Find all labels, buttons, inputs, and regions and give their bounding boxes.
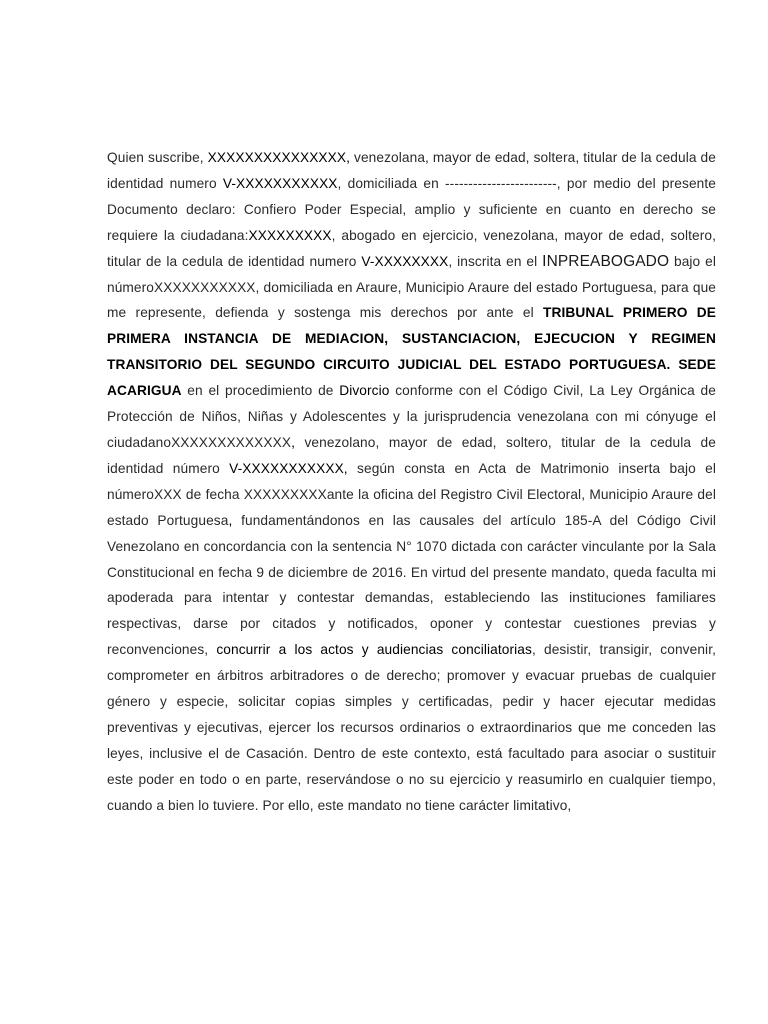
text-run: venezolano, mayor de edad, soltero, titular de la cedula de identidad número bbox=[107, 434, 716, 476]
text-run: bajo el númeroXXXXXXXXXXX, domiciliada en Araure, Municipio Araure del estado Portuguesa, para que me represente, defienda y sostenga mis derechos por ante el bbox=[107, 253, 716, 321]
emphasized-text: , bbox=[291, 434, 295, 450]
text-run: conforme con el Código Civil, La Ley Orgánica de Protección de Niños, Niñas y Adolescentes y la jurisprudencia venezolana con mi cónyuge el ciudadanoXXXXXXXXXXXXX bbox=[107, 383, 716, 450]
text-run: , domiciliada en ------------------------, por medio del presente Documento declaro: Confiero Poder Especial, amplio y suficiente en cuanto en derecho se requiere la ciudadana: bbox=[107, 175, 716, 243]
text-run: , desistir, transigir, convenir, comprometer en árbitros arbitradores o de derecho; promover y evacuar pruebas de cualquier género y especie, solicitar copias simples y certificadas, pedir y hacer ejecutar medidas preventivas y ejecutivas, ejercer los recursos ordinarios o extraordinarios que me conceden las leyes, inclusive el de Casación. Dentro de este contexto, está facultado para asociar o sustituir este poder en todo o en parte, reservándose o no su ejercicio y reasumirlo en cualquier tiempo, cuando a bien lo tuviere. Por ello, este mandato no tiene carácter limitativo, bbox=[107, 642, 716, 813]
emphasized-text: XXXXXXXXX bbox=[248, 227, 332, 243]
emphasized-text: , bbox=[228, 512, 233, 528]
text-run: según consta en Acta de Matrimonio inserta bajo el númeroXXX de fecha XXXXXXXXXante la oficina del Registro Civil Electoral, Municipio Araure del estado Portuguesa bbox=[107, 460, 716, 528]
document-paragraph bbox=[107, 145, 716, 819]
emphasized-text: V-XXXXXXXXXXX bbox=[222, 175, 338, 191]
emphasized-text: concurrir a los actos y audiencias conciliatorias bbox=[216, 642, 532, 658]
inpreabogado-label: INPREABOGADO bbox=[542, 252, 670, 270]
emphasized-text: XXXXXXXXXXXXXXX, bbox=[207, 150, 351, 165]
text-run: en el procedimiento de bbox=[181, 383, 340, 399]
text-run: fundamentándonos en las causales del artículo 185-A del Código Civil Venezolano en concordancia con la sentencia N° 1070 dictada con carácter vinculante por la Sala Constitucional en fecha 9 de diciembre de 2016. En virtud del presente mandato, queda faculta mi apoderada para intentar y contestar demandas, estableciendo las instituciones familiares respectivas, darse por citados y notificados, oponer y contestar cuestiones previas y reconvenciones, bbox=[107, 512, 716, 658]
text-run: , inscrita en el bbox=[448, 253, 543, 269]
text-run: Quien suscribe, bbox=[107, 150, 208, 165]
text-run: , abogado en ejercicio, venezolana, mayor de edad, soltero, titular de la cedula de identidad numero bbox=[107, 227, 717, 269]
emphasized-text: V-XXXXXXXXXXX, bbox=[229, 460, 348, 476]
court-name-bold: TRIBUNAL PRIMERO DE PRIMERA INSTANCIA DE MEDIACION, SUSTANCIACION, EJECUCION Y REGIMEN TRANSITORIO DEL SEGUNDO CIRCUITO JUDICIAL DEL ESTADO PORTUGUESA. SEDE ACARIGUA bbox=[107, 305, 716, 399]
text-run: venezolana, mayor de edad, soltera, titular de la cedula de identidad numero bbox=[107, 150, 716, 191]
emphasized-text: V-XXXXXXXX bbox=[361, 253, 449, 269]
emphasized-text: Divorcio bbox=[339, 383, 390, 399]
